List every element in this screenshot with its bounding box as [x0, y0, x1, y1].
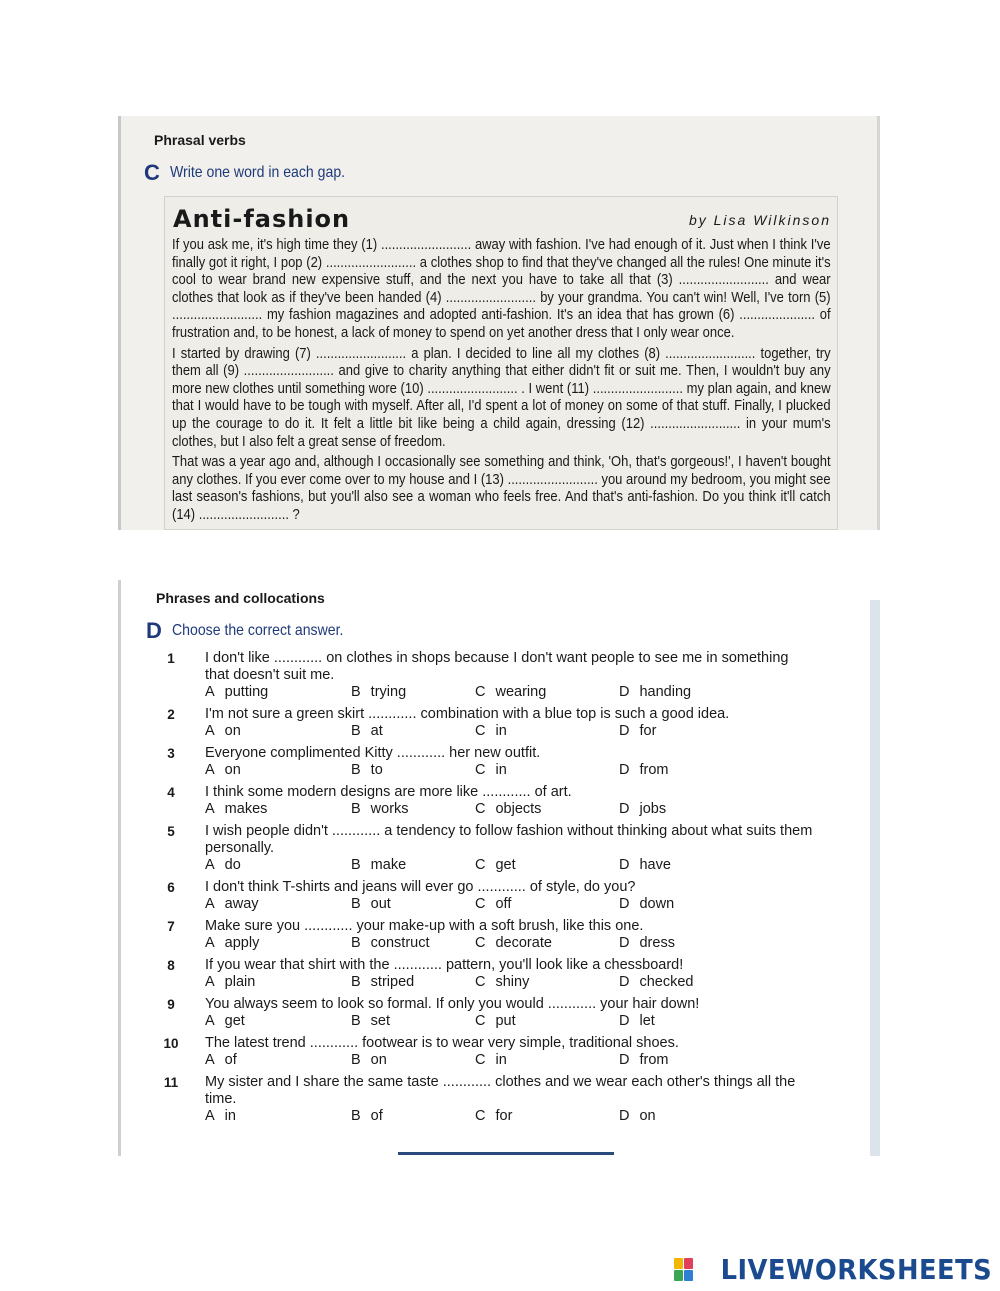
option-letter: B [351, 896, 361, 912]
option-letter: C [475, 684, 486, 700]
option-c[interactable] [475, 935, 552, 952]
option-text: on [370, 1052, 387, 1068]
option-b[interactable] [351, 1108, 383, 1125]
option-c[interactable] [475, 1052, 507, 1069]
question-options [205, 896, 878, 914]
option-text: get [224, 1013, 245, 1029]
option-letter: A [205, 1013, 215, 1029]
logo-square [674, 1270, 683, 1281]
scan-edge-left [118, 116, 121, 530]
option-letter: C [475, 935, 486, 951]
option-d[interactable] [619, 801, 666, 818]
option-text: of [370, 1108, 383, 1124]
option-text: in [495, 723, 507, 739]
option-text: for [639, 723, 657, 739]
option-text: in [495, 762, 507, 778]
logo-square [684, 1270, 693, 1281]
option-b[interactable] [351, 857, 406, 874]
question-item [158, 879, 878, 914]
option-c[interactable] [475, 762, 507, 779]
option-c[interactable] [475, 896, 511, 913]
option-letter: D [619, 801, 630, 817]
option-d[interactable] [619, 1013, 655, 1030]
section-c-letter: C [144, 160, 160, 185]
option-text: dress [639, 935, 675, 951]
option-letter: D [619, 935, 630, 951]
article-box [164, 196, 838, 530]
option-letter: D [619, 1052, 630, 1068]
article-paragraph: If you ask me, it's high time they (1) ......................... away with fashion. I've had enough of it. Just when I think I've finally got it right, I pop (2) ......................... a clothes shop to find that they've changed all the rules! One minute it's cool to wear brand new expensive stuff, and the next you have to take all that (3) ......................... and wear clothes that look as if they've been handed (4) ......................... by your grandma. You can't win! Well, I've torn (5) ......................... my fashion magazines and adopted anti-fashion. It's an idea that has grown (6) ..................... of frustration and, to be honest, a lack of money to spend on yet another dress that I only wear once. [172, 237, 831, 341]
question-number: 2 [167, 707, 175, 722]
option-d[interactable] [619, 857, 671, 874]
question-number: 7 [167, 919, 175, 934]
option-text: checked [639, 974, 694, 990]
question-stem: I wish people didn't ............ a tendency to follow fashion without thinking about what suits them personally. [205, 823, 813, 856]
option-text: away [224, 896, 259, 912]
option-letter: C [475, 1108, 486, 1124]
section-c-instruction: Write one word in each gap. [170, 164, 346, 181]
section-d-scan [118, 580, 880, 1156]
option-letter: A [205, 935, 215, 951]
option-text: makes [224, 801, 268, 817]
question-number: 4 [167, 785, 175, 800]
question-item [158, 918, 878, 953]
option-letter: B [351, 1013, 361, 1029]
option-letter: D [619, 896, 630, 912]
option-letter: C [475, 857, 486, 873]
question-options [205, 1013, 878, 1031]
option-text: objects [495, 801, 542, 817]
option-letter: D [619, 1108, 630, 1124]
option-text: trying [370, 684, 407, 700]
question-stem: I don't like ............ on clothes in shops because I don't want people to see me in something that doesn't suit me. [205, 650, 789, 683]
option-d[interactable] [619, 1052, 668, 1069]
option-letter: C [475, 1052, 486, 1068]
option-d[interactable] [619, 896, 674, 913]
option-b[interactable] [351, 801, 409, 818]
option-b[interactable] [351, 935, 430, 952]
option-letter: B [351, 1052, 361, 1068]
option-text: make [370, 857, 407, 873]
option-letter: C [475, 896, 486, 912]
option-text: decorate [495, 935, 552, 951]
logo-text: LIVEWORKSHEETS [720, 1253, 992, 1286]
question-stem: I don't think T-shirts and jeans will ever go ............ of style, do you? [205, 879, 636, 895]
section-c-heading: Phrasal verbs [154, 132, 246, 148]
option-text: shiny [495, 974, 530, 990]
option-letter: C [475, 801, 486, 817]
option-letter: B [351, 801, 361, 817]
option-letter: C [475, 974, 486, 990]
option-text: out [370, 896, 391, 912]
option-letter: A [205, 723, 215, 739]
option-letter: D [619, 857, 630, 873]
option-letter: A [205, 762, 215, 778]
option-text: at [370, 723, 383, 739]
option-c[interactable] [475, 801, 541, 818]
question-number: 11 [163, 1075, 179, 1090]
option-text: for [495, 1108, 513, 1124]
section-d-instruction: Choose the correct answer. [172, 622, 344, 639]
question-options [205, 684, 878, 702]
option-letter: A [205, 1108, 215, 1124]
option-a[interactable] [205, 1052, 237, 1069]
question-number: 8 [167, 958, 175, 973]
question-item [158, 650, 878, 702]
option-letter: C [475, 723, 486, 739]
question-options [205, 762, 878, 780]
question-item [158, 784, 878, 819]
option-letter: B [351, 1108, 361, 1124]
question-item [158, 996, 878, 1031]
option-text: have [639, 857, 671, 873]
question-options [205, 857, 878, 875]
option-letter: A [205, 857, 215, 873]
option-a[interactable] [205, 857, 241, 874]
option-a[interactable] [205, 1108, 236, 1125]
option-text: off [495, 896, 512, 912]
article-paragraph: That was a year ago and, although I occasionally see something and think, 'Oh, that's gorgeous!', I haven't bought any clothes. If you ever come over to my house and I (13) ......................... you around my bedroom, you might see last season's fashions, but you'll also see a woman who feels free. And that's anti-fashion. Do you think it'll catch (14) ......................... ? [172, 454, 831, 523]
option-text: do [224, 857, 241, 873]
liveworksheets-logo [674, 1253, 992, 1286]
option-letter: B [351, 935, 361, 951]
question-number: 3 [167, 746, 175, 761]
option-a[interactable] [205, 935, 259, 952]
option-c[interactable] [475, 1013, 516, 1030]
option-a[interactable] [205, 684, 268, 701]
question-options [205, 723, 878, 741]
option-text: in [495, 1052, 507, 1068]
question-stem: If you wear that shirt with the ............ pattern, you'll look like a chessboard! [205, 957, 684, 973]
logo-square [674, 1258, 683, 1269]
question-options [205, 1052, 878, 1070]
option-b[interactable] [351, 896, 391, 913]
option-text: down [639, 896, 675, 912]
option-d[interactable] [619, 684, 691, 701]
option-d[interactable] [619, 762, 668, 779]
option-b[interactable] [351, 1052, 387, 1069]
article-paragraph: I started by drawing (7) ......................... a plan. I decided to line all my clothes (8) ......................... together, try them all (9) ......................... and give to charity anything that either didn't fit or suit me. Then, I wouldn't buy any more new clothes until something wore (10) ......................... . I went (11) ......................... my plan again, and knew that I would have to be tough with myself. After all, I'd spent a lot of money on some of that stuff. Finally, I plucked up the courage to do it. It felt a little bit like being a child again, dressing (12) ......................... in your mum's clothes, but I also felt a great sense of freedom. [172, 345, 831, 450]
question-number: 6 [167, 880, 175, 895]
question-number: 5 [167, 824, 175, 839]
section-d-heading: Phrases and collocations [156, 590, 325, 606]
option-letter: B [351, 762, 361, 778]
option-b[interactable] [351, 1013, 390, 1030]
option-text: of [224, 1052, 237, 1068]
option-c[interactable] [475, 723, 507, 740]
question-number: 10 [163, 1036, 179, 1051]
option-letter: C [475, 762, 486, 778]
option-text: let [639, 1013, 655, 1029]
option-letter: D [619, 974, 630, 990]
question-stem: Everyone complimented Kitty ............ her new outfit. [205, 745, 541, 761]
question-stem: My sister and I share the same taste ............ clothes and we wear each other's things all the time. [205, 1074, 796, 1107]
option-letter: C [475, 1013, 486, 1029]
question-number: 1 [167, 651, 175, 666]
option-c[interactable] [475, 974, 529, 991]
option-text: put [495, 1013, 516, 1029]
question-list [158, 650, 878, 1130]
scan-edge-left [118, 580, 121, 1156]
option-c[interactable] [475, 857, 516, 874]
option-letter: D [619, 723, 630, 739]
question-item [158, 957, 878, 992]
article-byline: by Lisa Wilkinson [688, 212, 831, 228]
option-d[interactable] [619, 935, 675, 952]
option-b[interactable] [351, 762, 383, 779]
question-options [205, 974, 878, 992]
option-text: plain [224, 974, 256, 990]
option-text: on [224, 723, 241, 739]
section-c-scan [118, 116, 880, 530]
question-item [158, 1074, 878, 1126]
option-text: works [370, 801, 409, 817]
answer-underline [398, 1152, 614, 1155]
option-letter: B [351, 857, 361, 873]
option-d[interactable] [619, 1108, 656, 1125]
option-text: jobs [639, 801, 667, 817]
option-a[interactable] [205, 1013, 245, 1030]
question-options [205, 1108, 878, 1126]
option-letter: A [205, 1052, 215, 1068]
question-stem: The latest trend ............ footwear is to wear very simple, traditional shoes. [205, 1035, 679, 1051]
option-letter: D [619, 684, 630, 700]
option-a[interactable] [205, 723, 241, 740]
option-text: to [370, 762, 383, 778]
question-stem: I'm not sure a green skirt ............ combination with a blue top is such a good idea. [205, 706, 730, 722]
option-text: construct [370, 935, 430, 951]
option-text: apply [224, 935, 260, 951]
question-stem: You always seem to look so formal. If only you would ............ your hair down! [205, 996, 700, 1012]
option-text: wearing [495, 684, 547, 700]
logo-square [684, 1258, 693, 1269]
option-a[interactable] [205, 896, 259, 913]
option-a[interactable] [205, 762, 241, 779]
option-letter: B [351, 723, 361, 739]
question-number: 9 [167, 997, 175, 1012]
question-options [205, 801, 878, 819]
option-text: handing [639, 684, 692, 700]
option-letter: A [205, 974, 215, 990]
option-letter: A [205, 896, 215, 912]
option-text: set [370, 1013, 391, 1029]
option-letter: D [619, 1013, 630, 1029]
question-item [158, 823, 878, 875]
question-item [158, 745, 878, 780]
question-options [205, 935, 878, 953]
article-title: Anti-fashion [173, 205, 351, 233]
section-d-letter: D [146, 618, 162, 643]
option-text: striped [370, 974, 415, 990]
option-a[interactable] [205, 801, 267, 818]
logo-mark-icon [674, 1258, 693, 1281]
option-b[interactable] [351, 723, 383, 740]
option-b[interactable] [351, 684, 406, 701]
option-text: putting [224, 684, 269, 700]
option-text: in [224, 1108, 236, 1124]
option-letter: D [619, 762, 630, 778]
option-d[interactable] [619, 723, 656, 740]
option-text: get [495, 857, 516, 873]
option-letter: A [205, 684, 215, 700]
question-item [158, 1035, 878, 1070]
option-c[interactable] [475, 1108, 512, 1125]
question-stem: Make sure you ............ your make-up with a soft brush, like this one. [205, 918, 644, 934]
option-letter: A [205, 801, 215, 817]
option-text: from [639, 1052, 669, 1068]
option-c[interactable] [475, 684, 546, 701]
option-letter: B [351, 684, 361, 700]
option-a[interactable] [205, 974, 255, 991]
option-text: on [224, 762, 241, 778]
question-item [158, 706, 878, 741]
option-text: from [639, 762, 669, 778]
option-b[interactable] [351, 974, 414, 991]
question-stem: I think some modern designs are more like ............ of art. [205, 784, 572, 800]
option-d[interactable] [619, 974, 694, 991]
option-text: on [639, 1108, 656, 1124]
article-text [172, 237, 831, 528]
option-letter: B [351, 974, 361, 990]
scan-edge-right [877, 116, 880, 530]
